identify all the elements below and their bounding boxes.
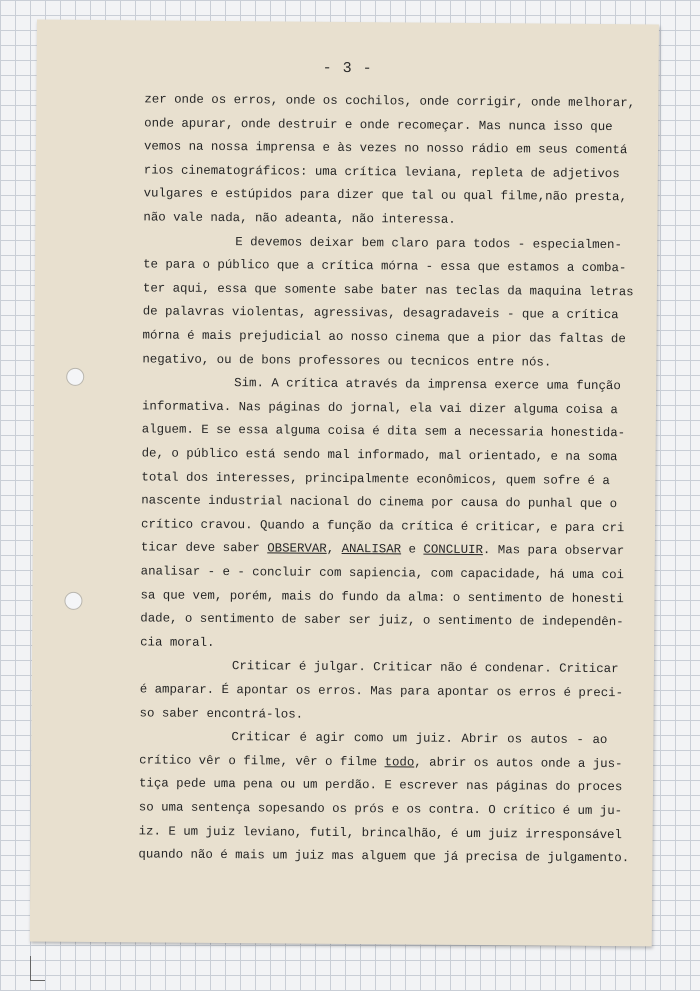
text-line: zer onde os erros, onde os cochilos, onde corrigir, onde melhorar, xyxy=(144,92,636,111)
text-line: Criticar é julgar. Criticar não é condenar. Criticar xyxy=(231,659,619,677)
text-line: ter aqui, essa que somente sabe bater nas teclas da maquina letras xyxy=(142,281,634,300)
text-line: Sim. A crítica através da imprensa exerce uma função xyxy=(234,376,621,394)
text-line: so saber encontrá-los. xyxy=(139,706,304,722)
text-line: iz. E um juiz leviano, futil, brincalhão, é um juiz irresponsável xyxy=(138,824,623,843)
punch-hole xyxy=(66,368,84,386)
text-line: onde apurar, onde destruir e onde recomeçar. Mas nunca isso que xyxy=(144,116,613,135)
text-line: total dos interesses, principalmente econômicos, quem sofre é a xyxy=(141,470,610,489)
text-line: não vale nada, não adeanta, não interessa. xyxy=(143,210,456,227)
text-line: mórna é mais prejudicial ao nosso cinema que a pior das faltas de xyxy=(142,328,626,347)
pencil-mark xyxy=(30,956,45,981)
text-line: vulgares e estúpidos para dizer que tal ou qual filme,não presta, xyxy=(143,186,628,205)
text-line: analisar - e - concluir com sapiencia, com capacidade, há uma coi xyxy=(140,564,625,583)
text-line: cia moral. xyxy=(140,635,215,650)
typewritten-page xyxy=(30,20,659,947)
text-line: E devemos deixar bem claro para todos - especialmen- xyxy=(235,235,622,253)
text-line: informativa. Nas páginas do jornal, ela vai dizer alguma coisa a xyxy=(141,399,618,418)
text-line: vemos na nossa imprensa e às vezes no nosso rádio em seus comentá xyxy=(143,139,628,158)
text-line: alguem. E se essa alguma coisa é dita sem a necessaria honestida- xyxy=(141,422,626,441)
text-line: so uma sentença sopesando os prós e os contra. O crítico é um ju- xyxy=(138,800,623,819)
text-line: sa que vem, porém, mais do fundo da alma: o sentimento de honesti xyxy=(140,588,624,607)
text-line: de palavras violentas, agressivas, desagradaveis - que a crítica xyxy=(142,304,619,323)
body-text xyxy=(36,88,658,866)
text-line: nascente industrial nacional do cinema por causa do punhal que o xyxy=(141,493,618,512)
text-line: ticar deve saber OBSERVAR, ANALISAR e CONCLUIR. Mas para observar xyxy=(140,540,625,559)
text-line: Criticar é agir como um juiz. Abrir os autos - ao xyxy=(231,730,608,748)
text-line: dade, o sentimento de saber ser juiz, o sentimento de independên- xyxy=(140,611,624,630)
punch-hole xyxy=(64,592,82,610)
text-line: tiça pede uma pena ou um perdão. E escrever nas páginas do proces xyxy=(138,776,623,795)
text-line: quando não é mais um juiz mas alguem que já precisa de julgamento. xyxy=(138,847,630,866)
text-line: crítico vêr o filme, vêr o filme todo, abrir os autos onde a jus- xyxy=(139,753,623,772)
text-line: é amparar. É apontar os erros. Mas para apontar os erros é preci- xyxy=(139,682,624,701)
page-number: - 3 - xyxy=(322,59,373,78)
text-line: rios cinematográficos: uma crítica leviana, repleta de adjetivos xyxy=(143,163,620,182)
text-line: de, o público está sendo mal informado, mal orientado, e na soma xyxy=(141,446,618,465)
text-line: crítico cravou. Quando a função da crítica é criticar, e para cri xyxy=(140,517,625,536)
text-line: negativo, ou de bons professores ou tecnicos entre nós. xyxy=(142,352,552,370)
text-line: te para o público que a crítica mórna - essa que estamos a comba- xyxy=(143,257,627,276)
